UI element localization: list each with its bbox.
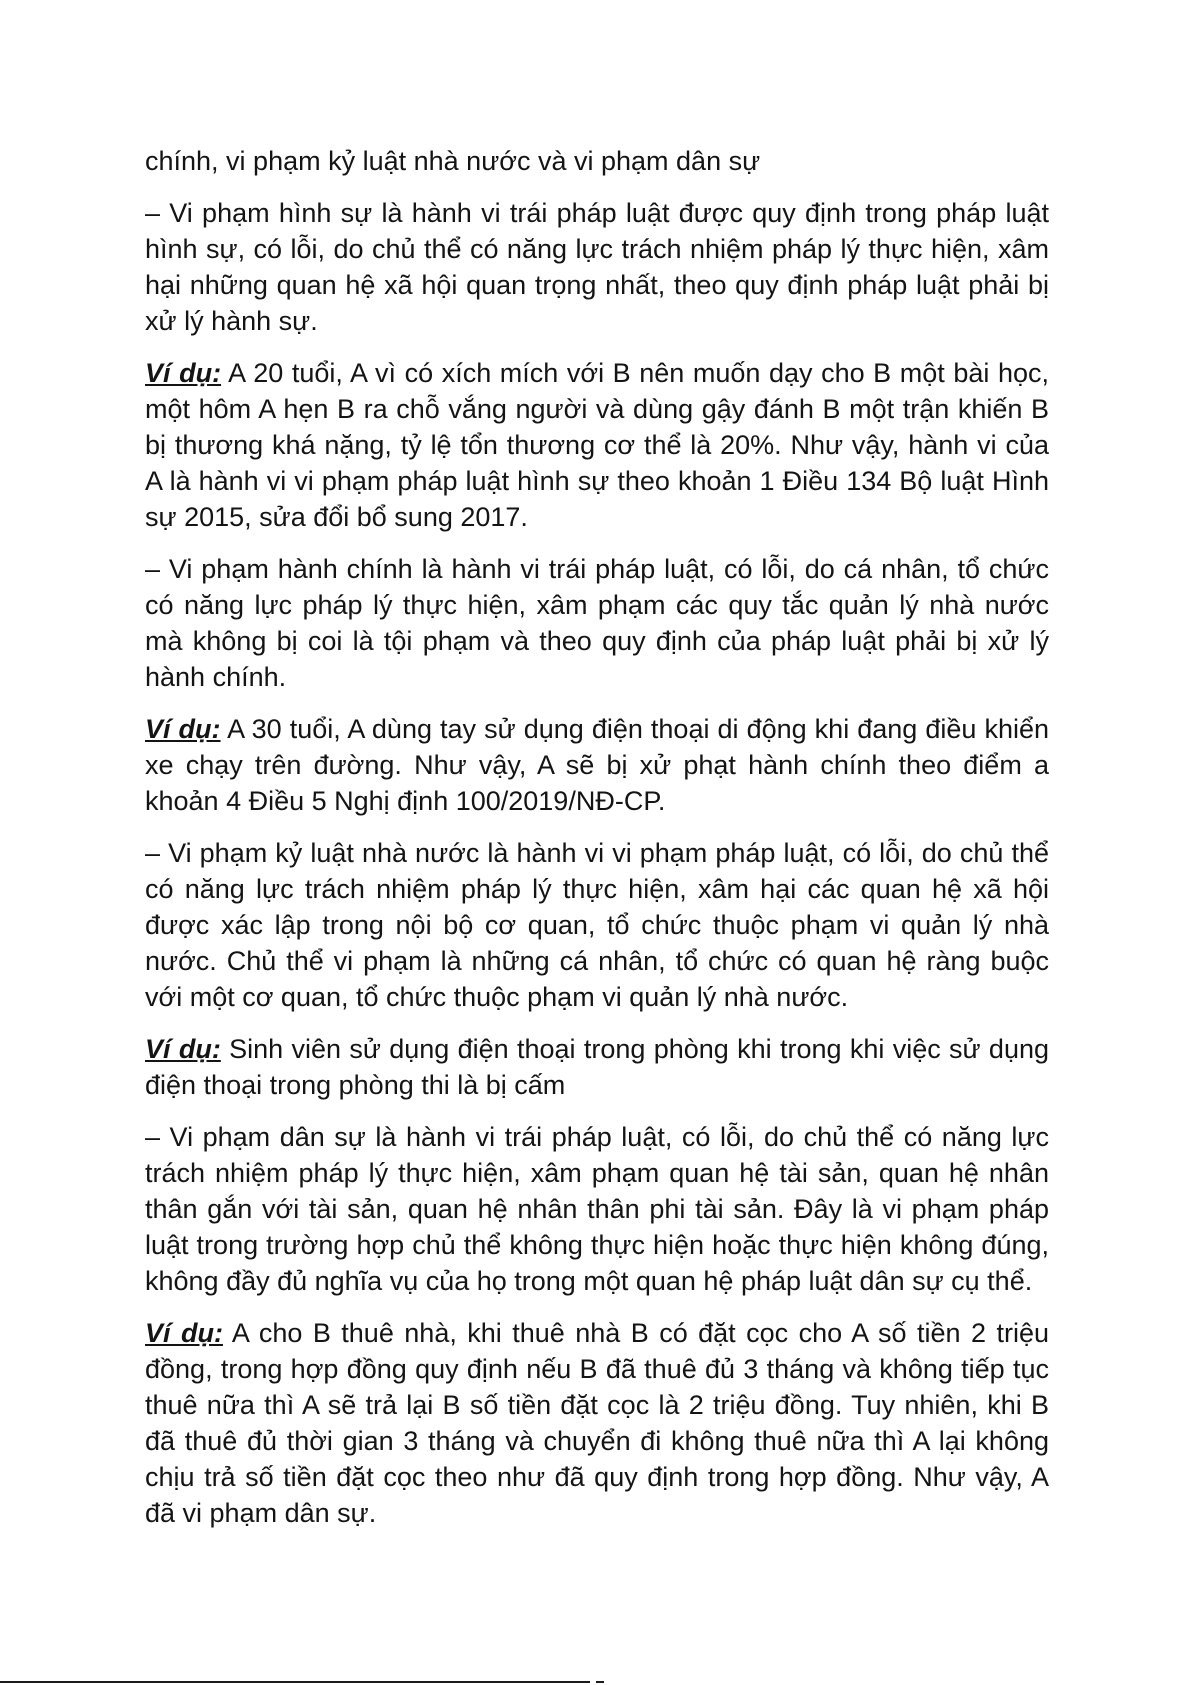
paragraph-criminal-violation xyxy=(145,195,1049,339)
paragraph-text: A cho B thuê nhà, khi thuê nhà B có đặt cọc cho A số tiền 2 triệu đồng, trong hợp đồng quy định nếu B đã thuê đủ 3 tháng và không tiếp tục thuê nữa thì A sẽ trả lại B số tiền đặt cọc là 2 triệu đồng. Tuy nhiên, khi B đã thuê đủ thời gian 3 tháng và chuyển đi không thuê nữa thì A lại không chịu trả số tiền đặt cọc theo như đã quy định trong hợp đồng. Như vậy, A đã vi phạm dân sự. xyxy=(145,1318,1049,1528)
example-label: Ví dụ: xyxy=(145,358,222,388)
paragraph-text: – Vi phạm hình sự là hành vi trái pháp luật được quy định trong pháp luật hình sự, có lỗi, do chủ thể có năng lực trách nhiệm pháp lý thực hiện, xâm hại những quan hệ xã hội quan trọng nhất, theo quy định pháp luật phải bị xử lý hành sự. xyxy=(145,198,1049,336)
paragraph-civil-violation xyxy=(145,1119,1049,1299)
example-label: Ví dụ: xyxy=(145,714,221,744)
paragraph-text: A 20 tuổi, A vì có xích mích với B nên muốn dạy cho B một bài học, một hôm A hẹn B ra chỗ vắng người và dùng gậy đánh B một trận khiến B bị thương khá nặng, tỷ lệ tổn thương cơ thể là 20%. Như vậy, hành vi của A là hành vi vi phạm pháp luật hình sự theo khoản 1 Điều 134 Bộ luật Hình sự 2015, sửa đổi bổ sung 2017. xyxy=(145,358,1049,532)
paragraph-administrative-violation xyxy=(145,551,1049,695)
paragraph-text: Sinh viên sử dụng điện thoại trong phòng khi trong khi việc sử dụng điện thoại trong phòng thi là bị cấm xyxy=(145,1034,1049,1100)
example-label: Ví dụ: xyxy=(145,1034,221,1064)
example-label: Ví dụ: xyxy=(145,1318,223,1348)
paragraph-text: chính, vi phạm kỷ luật nhà nước và vi phạm dân sự xyxy=(145,146,761,176)
paragraph-text: – Vi phạm kỷ luật nhà nước là hành vi vi phạm pháp luật, có lỗi, do chủ thể có năng lực trách nhiệm pháp lý thực hiện, xâm hại các quan hệ xã hội được xác lập trong nội bộ cơ quan, tổ chức thuộc phạm vi quản lý nhà nước. Chủ thể vi phạm là những cá nhân, tổ chức có quan hệ ràng buộc với một cơ quan, tổ chức thuộc phạm vi quản lý nhà nước. xyxy=(145,838,1049,1012)
paragraph-civil-example xyxy=(145,1315,1049,1531)
paragraph-criminal-example xyxy=(145,355,1049,535)
paragraph-administrative-example xyxy=(145,711,1049,819)
paragraph-text: – Vi phạm dân sự là hành vi trái pháp luật, có lỗi, do chủ thể có năng lực trách nhiệm pháp lý thực hiện, xâm phạm quan hệ tài sản, quan hệ nhân thân gắn với tài sản, quan hệ nhân thân phi tài sản. Đây là vi phạm pháp luật trong trường hợp chủ thể không thực hiện hoặc thực hiện không đúng, không đầy đủ nghĩa vụ của họ trong một quan hệ pháp luật dân sự cụ thể. xyxy=(145,1122,1049,1296)
footer-divider xyxy=(0,1681,590,1683)
paragraph-disciplinary-violation xyxy=(145,835,1049,1015)
paragraph-text: A 30 tuổi, A dùng tay sử dụng điện thoại di động khi đang điều khiển xe chạy trên đường. Như vậy, A sẽ bị xử phạt hành chính theo điểm a khoản 4 Điều 5 Nghị định 100/2019/NĐ-CP. xyxy=(145,714,1049,816)
paragraph-text: – Vi phạm hành chính là hành vi trái pháp luật, có lỗi, do cá nhân, tổ chức có năng lực pháp lý thực hiện, xâm phạm các quy tắc quản lý nhà nước mà không bị coi là tội phạm và theo quy định của pháp luật phải bị xử lý hành chính. xyxy=(145,554,1049,692)
footer-divider-end xyxy=(596,1681,604,1683)
paragraph-intro-continuation xyxy=(145,143,1049,179)
document-page xyxy=(145,143,1049,1547)
paragraph-disciplinary-example xyxy=(145,1031,1049,1103)
